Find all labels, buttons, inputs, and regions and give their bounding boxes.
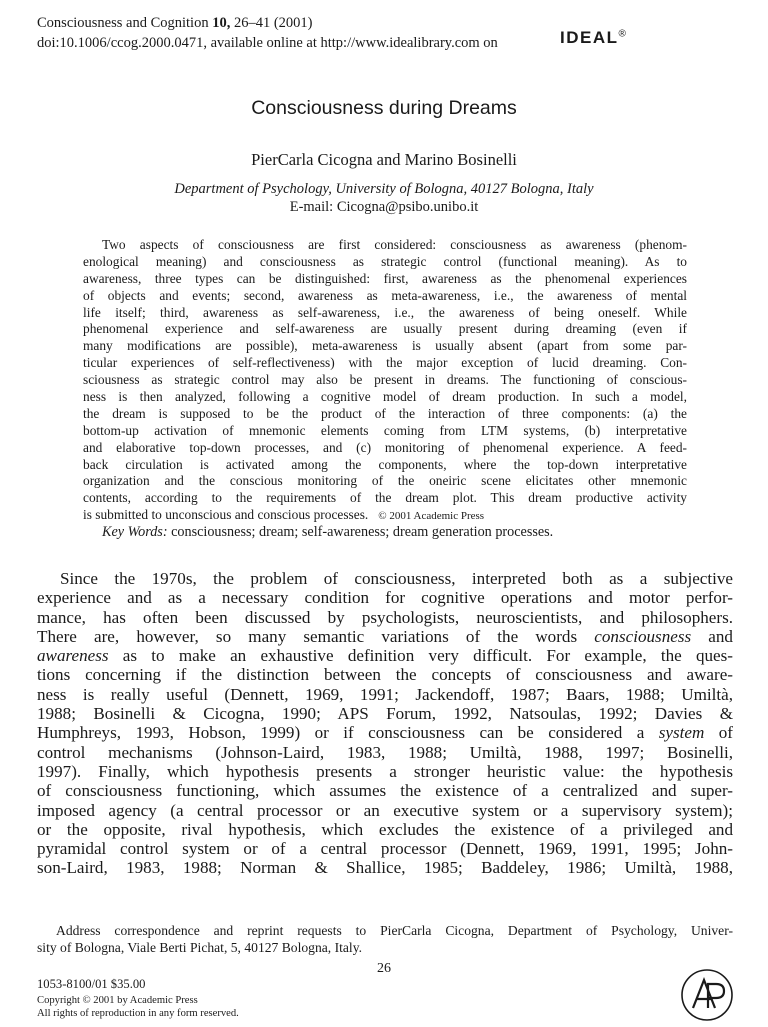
body-text-segment: and — [691, 626, 733, 646]
italic-term: system — [658, 723, 705, 743]
issn-price: 1053-8100/01 $35.00 — [37, 977, 146, 991]
body-line: 1997). Finally, which hypothesis presents a stronger heuristic value: the hypothesis — [37, 761, 733, 781]
body-line: pyramidal control system or of a central processor (Dennett, 1969, 1991, 1995; John- — [37, 839, 733, 859]
body-line: control mechanisms (Johnson-Laird, 1983, 1988; Umiltà, 1988, 1997; Bosinelli, — [37, 742, 733, 762]
journal-volume: 10, — [212, 15, 231, 31]
abstract-line: of objects and events; second, awareness as meta-awareness, i.e., the awareness of mental — [83, 287, 687, 303]
page-number: 26 — [377, 961, 391, 976]
paper-title: Consciousness during Dreams — [251, 97, 517, 119]
abstract-line-text: is submitted to unconscious and conscious processes. — [83, 507, 369, 523]
abstract-line: contents, according to the requirements of the dream plot. This dream productive activity — [83, 490, 687, 506]
abstract-line: life itself; third, awareness as self-awareness, i.e., the awareness of being oneself. While — [83, 304, 687, 320]
body-line — [37, 723, 733, 742]
body-text-segment: There are, however, so many semantic variations of the words — [37, 626, 595, 646]
journal-citation — [37, 14, 313, 33]
ideal-logo-text: IDEAL — [560, 28, 619, 47]
author-email: E-mail: Cicogna@psibo.unibo.it — [289, 199, 479, 215]
body-text-segment: as to make an exhaustive definition very difficult. For example, the ques- — [108, 646, 733, 666]
footnote-line: Address correspondence and reprint requests to PierCarla Cicogna, Department of Psychology, Univer- — [56, 923, 733, 938]
body-text-segment: Humphreys, 1993, Hobson, 1999) or if consciousness can be considered a — [37, 723, 659, 743]
body-line — [37, 646, 733, 665]
abstract-line: many modifications are possible), meta-awareness is usually absent (apart from some par- — [83, 338, 687, 354]
footnote — [37, 922, 733, 956]
abstract-line: organization and the conscious monitoring of the oneiric scene elicitates other mnemonic — [83, 473, 687, 489]
body-line: 1988; Bosinelli & Cicogna, 1990; APS Forum, 1992, Natsoulas, 1992; Davies & — [37, 704, 733, 724]
italic-term: awareness — [37, 646, 109, 666]
body-line: son-Laird, 1983, 1988; Norman & Shallice, 1985; Baddeley, 1986; Umiltà, 1988, — [37, 858, 733, 878]
italic-term: consciousness — [594, 626, 692, 646]
abstract-copyright: © 2001 Academic Press — [378, 510, 485, 523]
body-line — [37, 627, 733, 646]
abstract-line: awareness, three types can be distinguished: first, awareness as the phenomenal experiences — [83, 270, 687, 286]
abstract-line: ticular experiences of self-reflectiveness) with the major exception of lucid dreaming. Con- — [83, 355, 687, 371]
ideal-logo — [560, 28, 626, 52]
body-line: Since the 1970s, the problem of consciousness, interpreted both as a subjective — [60, 569, 733, 588]
abstract — [83, 237, 687, 524]
abstract-line: sciousness as strategic control may also be present in dreams. The functioning of conscious- — [83, 372, 687, 388]
body-text — [37, 569, 733, 878]
body-line: mance, has often been discussed by psychologists, neuroscientists, and philosophers. — [37, 607, 733, 627]
affiliation: Department of Psychology, University of Bologna, 40127 Bologna, Italy — [174, 181, 594, 197]
keywords — [102, 524, 553, 541]
abstract-line: enological meaning) and consciousness as strategic control (functional meaning). As to — [83, 253, 687, 269]
publisher-copyright: Copyright © 2001 by Academic Press — [37, 995, 198, 1006]
footnote-line: sity of Bologna, Viale Berti Pichat, 5, 40127 Bologna, Italy. — [37, 940, 363, 955]
body-line: experience and as a necessary condition for cognitive operations and motor perfor- — [37, 588, 733, 608]
abstract-line: the dream is supposed to be the product of the interaction of three components: (a) the — [83, 405, 687, 421]
body-line: or the opposite, rival hypothesis, which excludes the existence of a privileged and — [37, 819, 733, 839]
abstract-line — [83, 507, 687, 524]
abstract-line: and elaborative top-down processes, and (c) monitoring of phenomenal experience. A feed- — [83, 439, 687, 455]
abstract-line: phenomenal experience and self-awareness are usually present during dreaming (even if — [83, 321, 687, 337]
abstract-line: Two aspects of consciousness are first considered: consciousness as awareness (phenom- — [102, 237, 687, 252]
academic-press-logo-icon — [680, 968, 734, 1022]
journal-pages-year: 26–41 (2001) — [230, 15, 313, 31]
body-line: imposed agency (a central processor or an executive system or a supervisory system); — [37, 800, 733, 820]
body-line: of consciousness functioning, which assumes the existence of a centralized and super- — [37, 781, 733, 801]
authors: PierCarla Cicogna and Marino Bosinelli — [251, 150, 517, 169]
doi-line: doi:10.1006/ccog.2000.0471, available online at http://www.idealibrary.com on — [37, 35, 498, 51]
publisher-rights: All rights of reproduction in any form reserved. — [37, 1008, 239, 1019]
keywords-label: Key Words: — [102, 524, 168, 540]
registered-mark: ® — [618, 28, 626, 40]
body-line: ness is really useful (Dennett, 1969, 1991; Jackendoff, 1987; Baars, 1988; Umiltà, — [37, 684, 733, 704]
body-text-segment: of — [704, 723, 733, 743]
abstract-line: bottom-up activation of mnemonic elements coming from LTM systems, (b) interpretative — [83, 422, 687, 438]
body-line: tions concerning if the distinction between the concepts of consciousness and aware- — [37, 665, 733, 685]
keywords-text: consciousness; dream; self-awareness; dream generation processes. — [167, 524, 554, 540]
journal-name: Consciousness and Cognition — [37, 15, 213, 31]
abstract-line: ness is then analyzed, following a cognitive model of dream production. In such a model, — [83, 389, 687, 405]
abstract-line: back circulation is activated among the components, where the top-down interpretative — [83, 456, 687, 472]
